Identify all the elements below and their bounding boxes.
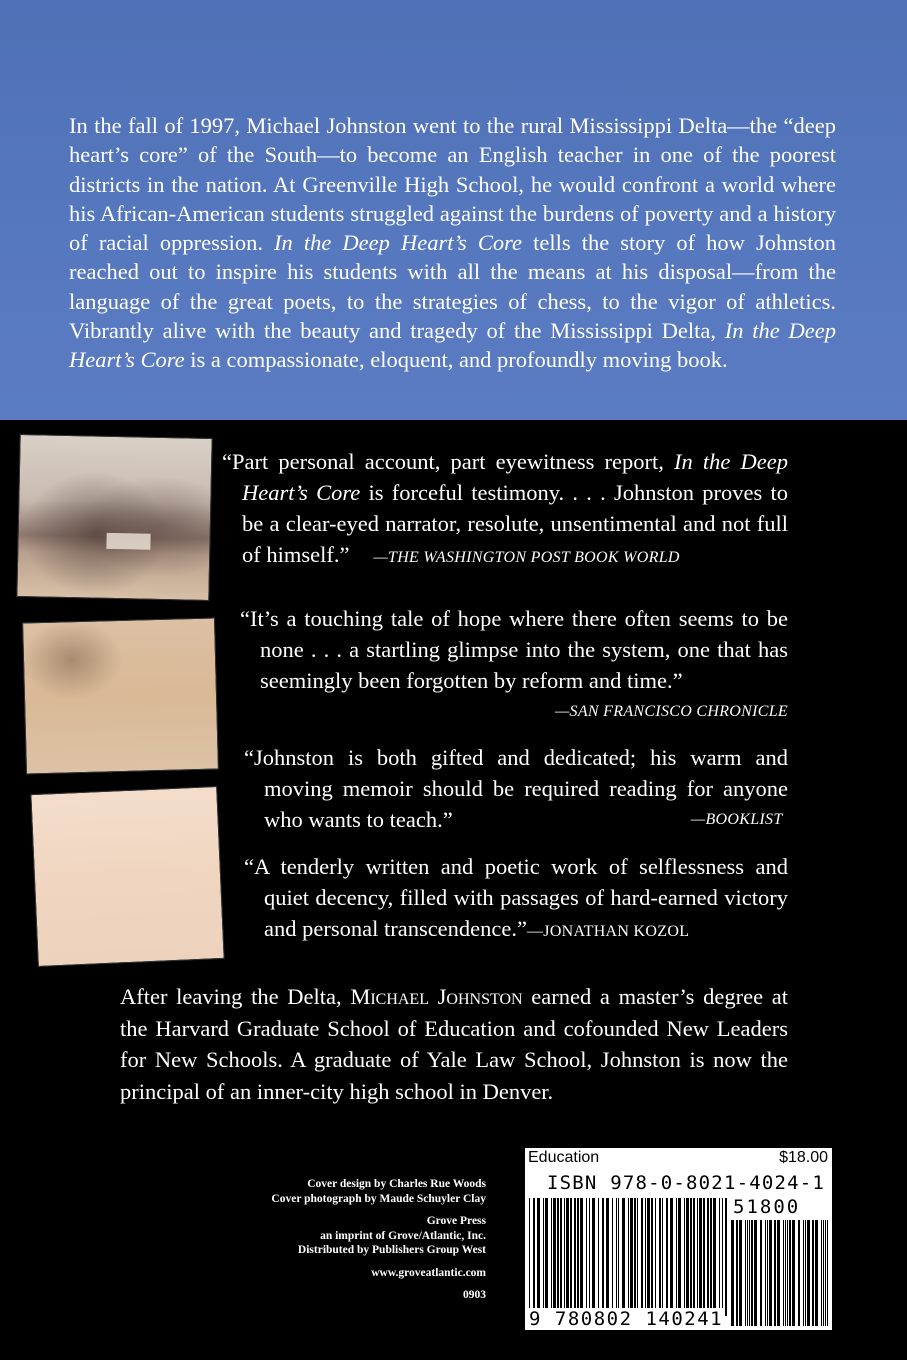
barcode-bar bbox=[710, 1198, 712, 1316]
barcode-bar bbox=[697, 1198, 698, 1316]
review-source: —THE WASHINGTON POST BOOK WORLD bbox=[373, 549, 680, 566]
barcode-bar bbox=[580, 1198, 583, 1316]
barcode-bar bbox=[676, 1198, 677, 1316]
bio-text-1: After leaving the Delta, bbox=[120, 984, 351, 1009]
blurb-text-2: tells the story of how Johnston reached out to inspire his students with all the means at his disposal—from the language of the great poets, to the strategies of chess, to the vigor of athletics. Vibrantly alive with the beauty and tragedy of the Mississippi Delta, bbox=[69, 230, 836, 344]
barcode-bar bbox=[670, 1198, 673, 1316]
barcode-bar bbox=[749, 1220, 750, 1326]
barcode-bar bbox=[827, 1220, 828, 1326]
barcode-bar bbox=[751, 1220, 753, 1326]
barcode-label bbox=[525, 1148, 832, 1330]
review-kozol bbox=[222, 851, 788, 947]
barcode-bar bbox=[543, 1198, 544, 1316]
book-blurb bbox=[69, 111, 836, 375]
barcode-bar bbox=[589, 1198, 590, 1316]
bio-text-2: earned a master’s degree at the Harvard Graduate School of Education and cofounded New Leaders for New Schools. A graduate of Yale Law School, Johnston is now the principal of an inner-city high school in Denver. bbox=[120, 984, 789, 1104]
publisher-name: Grove Press bbox=[426, 1215, 486, 1227]
author-name: Michael Johnston bbox=[350, 984, 523, 1009]
barcode-bar bbox=[693, 1198, 695, 1316]
barcode-bar bbox=[736, 1220, 738, 1326]
barcode-bar bbox=[557, 1198, 559, 1316]
barcode-bar bbox=[760, 1220, 762, 1326]
review-quote-text: “Johnston is both gifted and dedicated; his warm and moving memoir should be required reading for anyone who wants to teach.” bbox=[244, 745, 788, 832]
barcode-bar bbox=[560, 1198, 562, 1316]
barcode-bar bbox=[616, 1198, 617, 1316]
review-quote: “It’s a touching tale of hope where there often seems to be none . . . a startling glimpse into the system, one that has seemingly been forgotten by reform and time.” bbox=[240, 606, 788, 693]
barcode-bar bbox=[628, 1198, 629, 1316]
barcode-bar bbox=[529, 1198, 530, 1316]
print-code: 0903 bbox=[463, 1289, 486, 1301]
barcode-bar bbox=[725, 1198, 727, 1316]
blurb-book-title-1: In the Deep Heart’s Core bbox=[274, 230, 523, 256]
barcode-bar bbox=[606, 1198, 609, 1316]
publisher-imprint: an imprint of Grove/Atlantic, Inc. bbox=[320, 1229, 486, 1242]
barcode-bar bbox=[645, 1198, 646, 1316]
barcode-bar bbox=[713, 1198, 716, 1316]
barcode-bar bbox=[634, 1198, 636, 1316]
barcode-bar bbox=[551, 1198, 552, 1316]
barcode-bar bbox=[707, 1198, 709, 1316]
barcode-bar bbox=[577, 1198, 579, 1316]
barcode-bar bbox=[598, 1198, 599, 1316]
barcode-bar bbox=[586, 1198, 587, 1316]
review-quote-text: is forceful testimony. . . . Johnston proves to be a clear-eyed narrator, resolute, unsentimental and not full of himself.” bbox=[242, 480, 788, 567]
barcode-bar bbox=[662, 1198, 663, 1316]
barcode-bar bbox=[754, 1220, 757, 1326]
review-quote bbox=[222, 446, 788, 573]
barcode-bar bbox=[777, 1220, 780, 1326]
author-bio bbox=[120, 981, 788, 1107]
barcode-bar bbox=[637, 1198, 638, 1316]
barcode-bar bbox=[570, 1198, 572, 1316]
barcode-bar bbox=[678, 1198, 681, 1316]
barcode-bar bbox=[739, 1220, 742, 1326]
barcode-bar bbox=[618, 1198, 619, 1316]
barcode-bar bbox=[686, 1198, 689, 1316]
review-source: —JONATHAN KOZOL bbox=[527, 923, 690, 940]
price-addon-barcode bbox=[731, 1220, 828, 1326]
barcode-bar bbox=[566, 1198, 569, 1316]
barcode-bar bbox=[825, 1220, 826, 1326]
delta-photo-field bbox=[22, 617, 219, 774]
review-booklist bbox=[222, 742, 788, 835]
review-source: —BOOKLIST bbox=[690, 811, 783, 828]
barcode-bar bbox=[823, 1220, 824, 1326]
price-addon-code: 51800 bbox=[733, 1196, 801, 1218]
barcode-bar bbox=[602, 1198, 604, 1316]
barcode-bar bbox=[769, 1220, 772, 1326]
blurb-book-title-2: In the Deep Heart’s Core bbox=[69, 318, 836, 373]
barcode-bar bbox=[815, 1220, 818, 1326]
distributor: Distributed by Publishers Group West bbox=[297, 1244, 486, 1256]
barcode-bar bbox=[690, 1198, 692, 1316]
barcode-bar bbox=[659, 1198, 661, 1316]
barcode-bar bbox=[564, 1198, 565, 1316]
barcode-bar bbox=[787, 1220, 788, 1326]
barcode-bar bbox=[612, 1198, 613, 1316]
barcode-bar bbox=[655, 1198, 656, 1316]
review-quote bbox=[244, 851, 788, 947]
barcode-bar bbox=[699, 1198, 702, 1316]
review-sf-chronicle bbox=[222, 603, 788, 727]
cover-photo-credit: Cover photograph by Maude Schuyler Clay bbox=[271, 1192, 486, 1205]
barcode-bar bbox=[651, 1198, 653, 1316]
isbn-number: ISBN 978-0-8021-4024-1 bbox=[547, 1172, 826, 1194]
barcode-bar bbox=[647, 1198, 650, 1316]
barcode-bar bbox=[745, 1220, 746, 1326]
barcode-bar bbox=[553, 1198, 556, 1316]
cover-design-credit: Cover design by Charles Rue Woods bbox=[307, 1178, 486, 1190]
review-quote-text: “Part personal account, part eyewitness report, bbox=[222, 449, 674, 474]
barcode-bar bbox=[789, 1220, 791, 1326]
blurb-text-1: In the fall of 1997, Michael Johnston went to the rural Mississippi Delta—the “deep heart’s core” of the South—to become an English teacher in one of the poorest districts in the nation. At Greenville High School, he would confront a world where his African-American students struggled against the burdens of poverty and a history of racial oppression. bbox=[69, 113, 836, 256]
barcode-bar bbox=[722, 1198, 723, 1316]
blurb-panel bbox=[0, 0, 907, 420]
review-book-title: In the Deep Heart’s Core bbox=[242, 449, 789, 505]
barcode-bar bbox=[821, 1220, 822, 1326]
barcode-bar bbox=[703, 1198, 705, 1316]
delta-photo-blank bbox=[30, 786, 224, 967]
barcode-bar bbox=[747, 1220, 748, 1326]
barcode-bar bbox=[684, 1198, 685, 1316]
review-quote-text: “A tenderly written and poetic work of selflessness and quiet decency, filled with passages of hard-earned victory and personal transcendence.” bbox=[244, 854, 788, 941]
barcode-bar bbox=[574, 1198, 576, 1316]
barcode-bar bbox=[630, 1198, 633, 1316]
delta-photo-trees bbox=[16, 434, 212, 601]
book-price: $18.00 bbox=[779, 1149, 828, 1166]
isbn-barcode bbox=[529, 1198, 727, 1316]
barcode-bar bbox=[785, 1220, 786, 1326]
blurb-text-3: is a compassionate, eloquent, and profoundly moving book. bbox=[184, 347, 728, 373]
barcode-bar bbox=[798, 1220, 800, 1326]
barcode-bar bbox=[812, 1220, 814, 1326]
barcode-bar bbox=[545, 1198, 548, 1316]
barcode-bar bbox=[666, 1198, 668, 1316]
photo-house bbox=[106, 533, 150, 550]
book-category: Education bbox=[528, 1149, 600, 1166]
barcode-bar bbox=[641, 1198, 643, 1316]
barcode-bar bbox=[622, 1198, 625, 1316]
barcode-bar bbox=[767, 1220, 768, 1326]
barcode-bar bbox=[807, 1220, 810, 1326]
barcode-bar bbox=[719, 1198, 720, 1316]
barcode-bar bbox=[792, 1220, 795, 1326]
barcode-bar bbox=[592, 1198, 595, 1316]
barcode-bar bbox=[803, 1220, 804, 1326]
review-source: —SAN FRANCISCO CHRONICLE bbox=[555, 703, 788, 720]
review-quote bbox=[244, 742, 788, 835]
barcode-bar bbox=[805, 1220, 806, 1326]
barcode-bar bbox=[774, 1220, 776, 1326]
barcode-bar bbox=[533, 1198, 535, 1316]
barcode-digits: 9 780802 140241 bbox=[529, 1308, 724, 1330]
barcode-bar bbox=[765, 1220, 766, 1326]
barcode-bar bbox=[731, 1220, 734, 1326]
barcode-bar bbox=[783, 1220, 784, 1326]
publisher-website: www.groveatlantic.com bbox=[371, 1266, 486, 1279]
review-washington-post bbox=[222, 446, 788, 573]
cover-credits bbox=[236, 1177, 486, 1303]
barcode-bar bbox=[537, 1198, 540, 1316]
